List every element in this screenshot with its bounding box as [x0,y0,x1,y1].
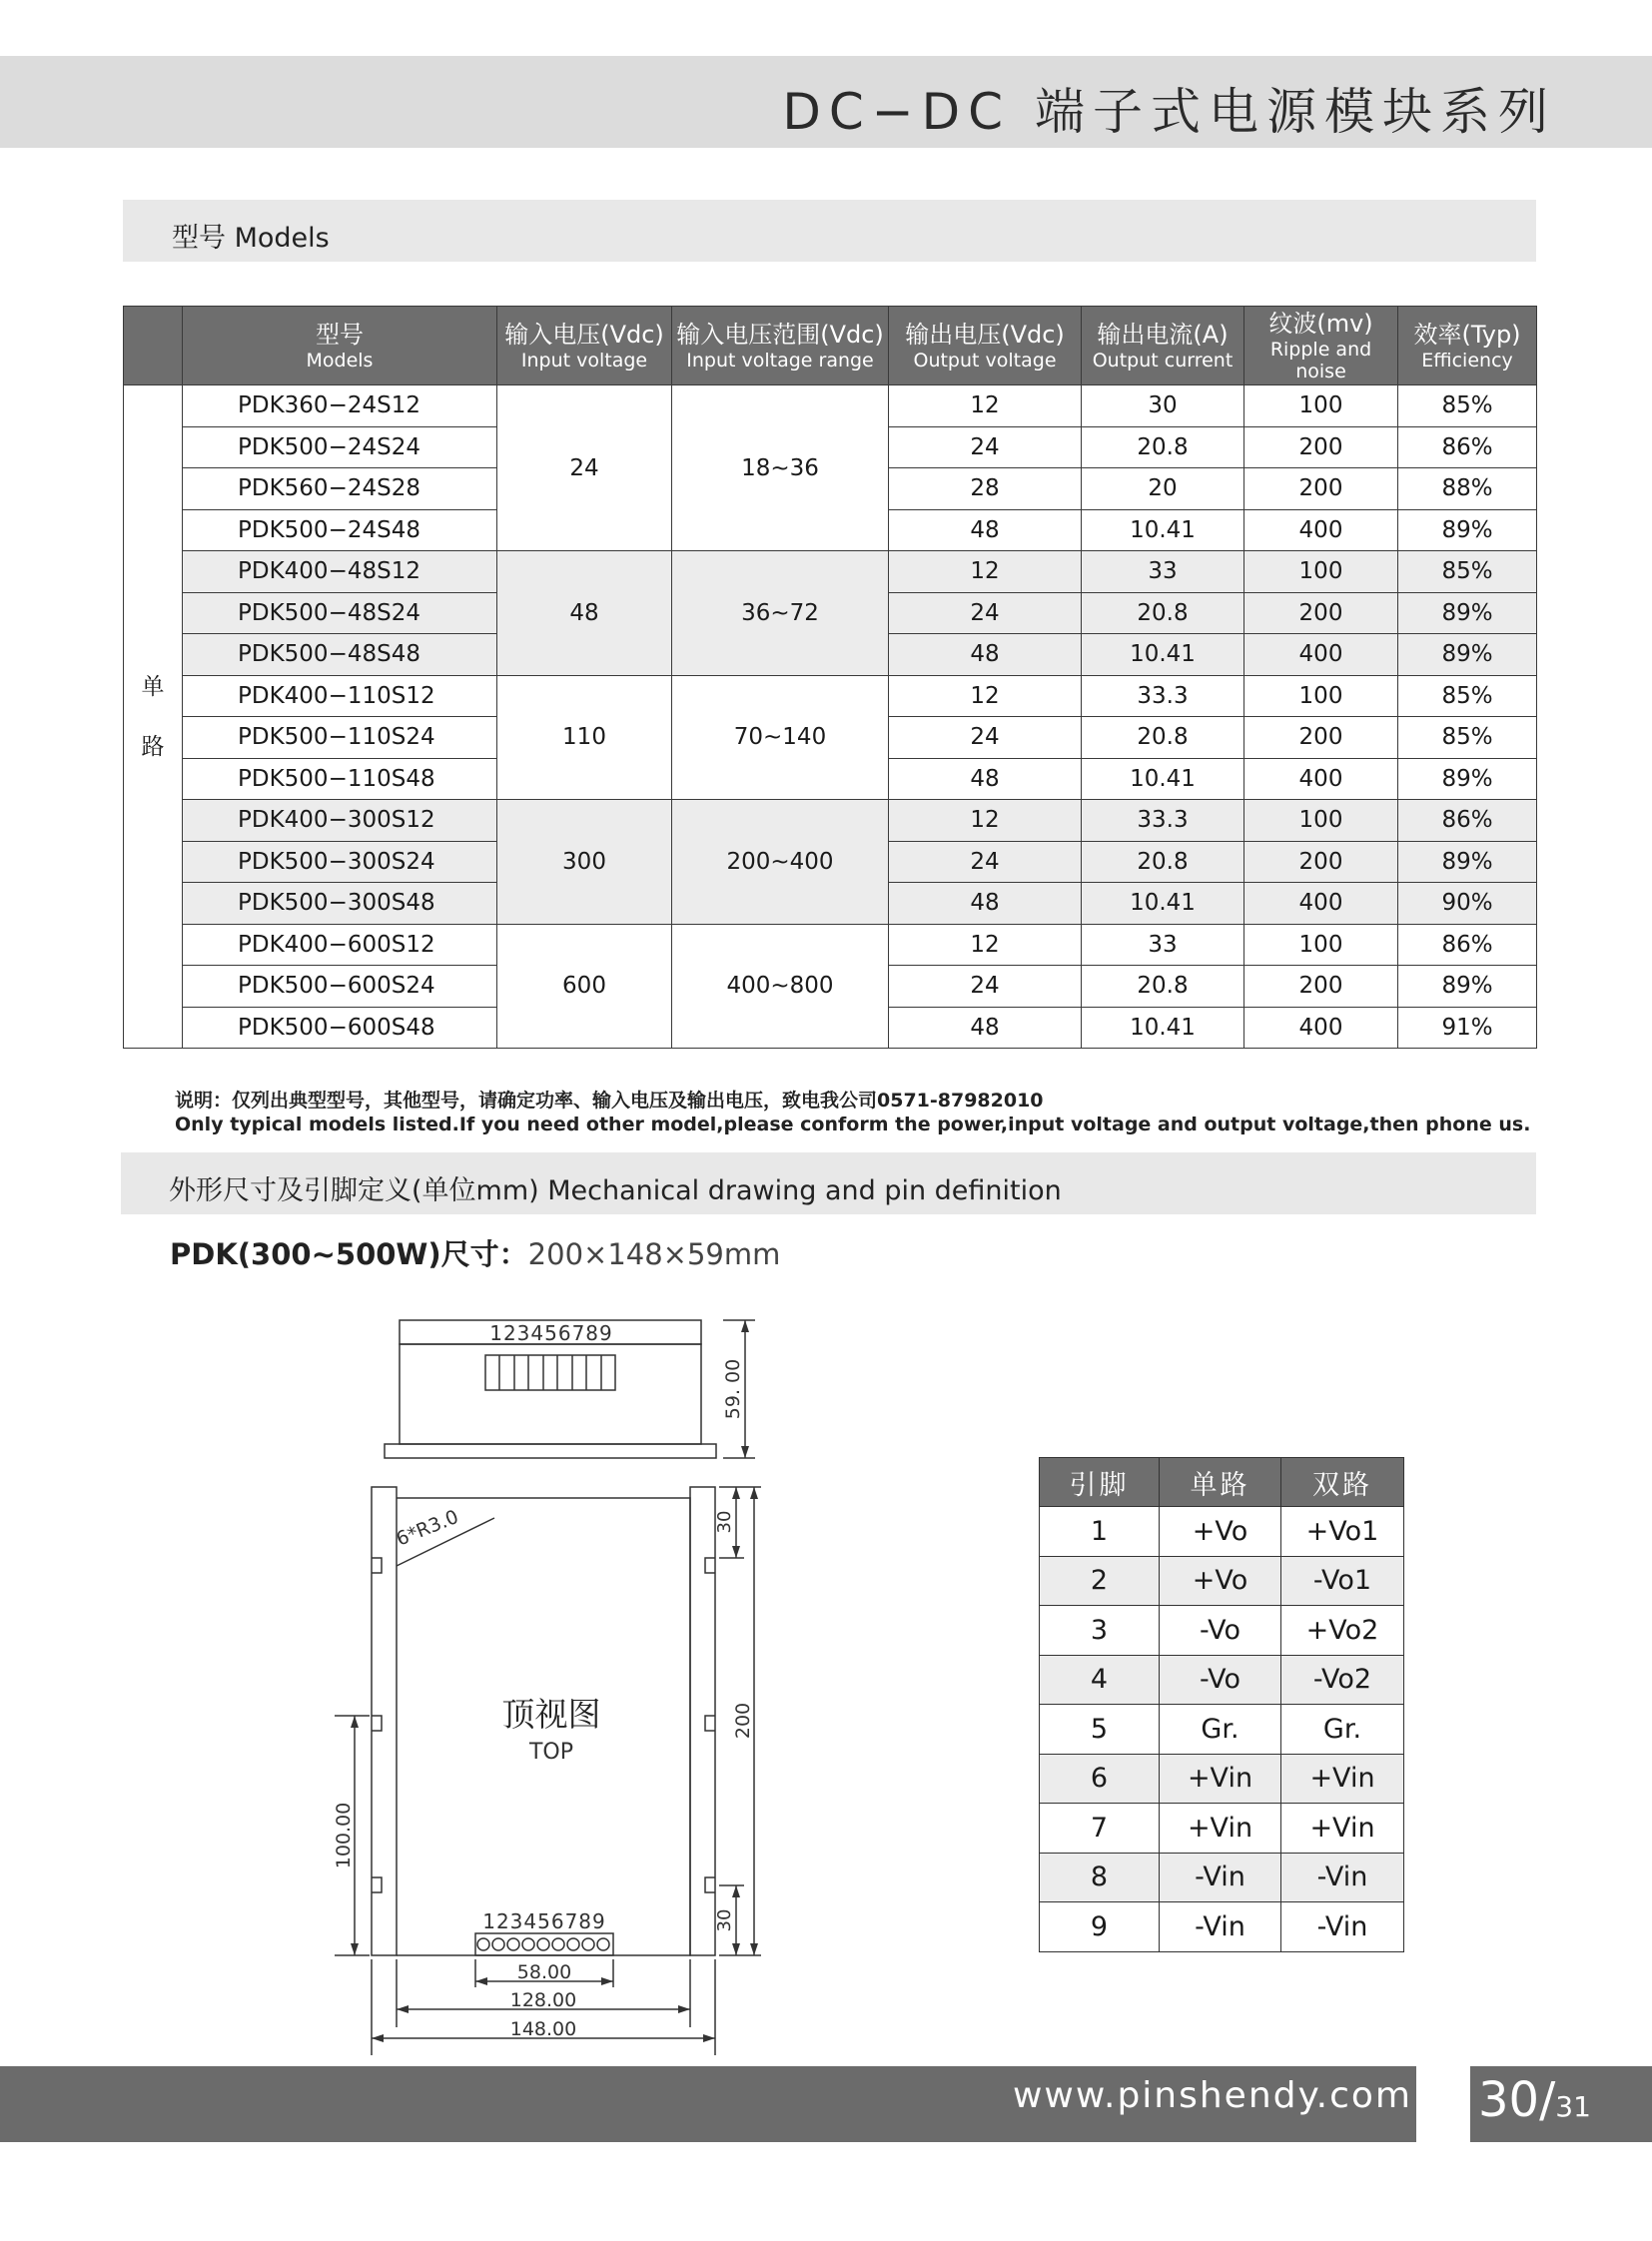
size-label: PDK(300~500W)尺寸： [170,1237,528,1271]
model-cell: PDK500−600S24 [183,966,497,1008]
efficiency-cell: 89% [1398,634,1537,676]
side-view-body [400,1344,701,1444]
header-cell-efficiency: 效率(Typ) Efficiency [1398,307,1537,385]
output-voltage-cell: 24 [889,966,1082,1008]
model-cell: PDK360−24S12 [183,385,497,427]
output-voltage-cell: 24 [889,717,1082,759]
size-value: 200×148×59mm [527,1237,781,1271]
pin-row [1040,1606,1404,1656]
model-cell: PDK500−300S24 [183,841,497,883]
output-current-cell: 33 [1082,551,1244,593]
ripple-cell: 200 [1244,841,1398,883]
pin-header-single: 单路 [1160,1458,1281,1507]
pin-row [1040,1754,1404,1804]
dual-output-cell: -Vin [1281,1902,1404,1952]
pin-number-cell: 8 [1040,1853,1160,1902]
efficiency-cell: 85% [1398,675,1537,717]
output-current-cell: 30 [1082,385,1244,427]
mech-section-title: 外形尺寸及引脚定义(单位mm) Mechanical drawing and pin definition [169,1175,1062,1206]
ripple-cell: 400 [1244,509,1398,551]
input-voltage-cell: 600 [497,924,672,1049]
output-voltage-cell: 48 [889,883,1082,925]
model-cell: PDK560−24S28 [183,468,497,510]
input-voltage-cell: 110 [497,675,672,800]
output-voltage-cell: 12 [889,385,1082,427]
output-voltage-cell: 28 [889,468,1082,510]
output-voltage-cell: 48 [889,634,1082,676]
top-view-label-cn: 顶视图 [501,1695,601,1734]
pin-row [1040,1902,1404,1952]
model-cell: PDK500−600S48 [183,1007,497,1049]
dim-128-label: 128.00 [509,1989,577,2011]
efficiency-cell: 86% [1398,800,1537,842]
ripple-cell: 200 [1244,717,1398,759]
model-cell: PDK500−24S48 [183,509,497,551]
ripple-cell: 400 [1244,634,1398,676]
header-cell-output-voltage: 输出电压(Vdc) Output voltage [889,307,1082,385]
ripple-cell: 200 [1244,468,1398,510]
pin-table-header [1040,1458,1404,1507]
dual-output-cell: Gr. [1281,1705,1404,1755]
output-current-cell: 10.41 [1082,883,1244,925]
dual-output-cell: +Vin [1281,1804,1404,1854]
page-number: 30/31 [1478,2072,1591,2128]
top-view-terminal-block [475,1933,613,1955]
dual-output-cell: -Vo1 [1281,1556,1404,1606]
dual-output-cell: -Vin [1281,1853,1404,1902]
header-cell-input-range: 输入电压范围(Vdc) Input voltage range [672,307,889,385]
model-cell: PDK500−110S24 [183,717,497,759]
single-output-cell: +Vo [1160,1556,1281,1606]
output-current-cell: 10.41 [1082,758,1244,800]
output-current-cell: 33.3 [1082,800,1244,842]
input-range-cell: 70~140 [672,675,889,800]
pin-row [1040,1655,1404,1705]
side-view-base-flange [385,1444,716,1458]
page-total: 31 [1555,2090,1591,2123]
model-cell: PDK500−24S24 [183,426,497,468]
input-voltage-cell: 24 [497,385,672,551]
header-cell-ripple: 纹波(mv) Ripple and noise [1244,307,1398,385]
top-view-pin-numbers: 123456789 [482,1909,606,1933]
efficiency-cell: 89% [1398,509,1537,551]
pin-number-cell: 3 [1040,1606,1160,1656]
pin-row [1040,1556,1404,1606]
output-voltage-cell: 12 [889,924,1082,966]
efficiency-cell: 89% [1398,966,1537,1008]
page-number-box [1470,2066,1652,2142]
dual-output-cell: +Vin [1281,1754,1404,1804]
header-cell-model: 型号 Models [183,307,497,385]
single-output-cell: +Vo [1160,1507,1281,1557]
dim-200-label: 200 [732,1702,754,1740]
pin-header-dual: 双路 [1281,1458,1404,1507]
note-english: Only typical models listed.If you need other model,please conform the power,input voltage and output voltage,then phone us. [175,1114,1531,1135]
efficiency-cell: 85% [1398,717,1537,759]
side-view-pin-numbers: 123456789 [489,1321,613,1345]
single-output-cell: -Vin [1160,1853,1281,1902]
pin-row [1040,1705,1404,1755]
model-cell: PDK400−110S12 [183,675,497,717]
ripple-cell: 400 [1244,1007,1398,1049]
dim-58-label: 58.00 [516,1961,572,1983]
efficiency-cell: 85% [1398,551,1537,593]
output-voltage-cell: 12 [889,551,1082,593]
ripple-cell: 100 [1244,800,1398,842]
output-voltage-cell: 48 [889,758,1082,800]
model-cell: PDK500−110S48 [183,758,497,800]
ripple-cell: 100 [1244,675,1398,717]
output-current-cell: 10.41 [1082,634,1244,676]
dim-height-label: 59. 00 [722,1358,744,1420]
model-cell: PDK500−48S24 [183,592,497,634]
dim-100-label: 100.00 [333,1802,355,1869]
ripple-cell: 100 [1244,551,1398,593]
dim-148-label: 148.00 [509,2018,577,2040]
output-current-cell: 20.8 [1082,426,1244,468]
models-section-title: 型号 Models [172,223,330,254]
single-output-cell: +Vin [1160,1804,1281,1854]
pin-number-cell: 9 [1040,1902,1160,1952]
ripple-cell: 200 [1244,966,1398,1008]
model-cell: PDK400−300S12 [183,800,497,842]
efficiency-cell: 88% [1398,468,1537,510]
dual-output-cell: +Vo1 [1281,1507,1404,1557]
output-voltage-cell: 24 [889,426,1082,468]
dual-output-cell: -Vo2 [1281,1655,1404,1705]
dual-output-cell: +Vo2 [1281,1606,1404,1656]
output-current-cell: 20.8 [1082,841,1244,883]
single-output-cell: -Vin [1160,1902,1281,1952]
model-cell: PDK400−600S12 [183,924,497,966]
output-current-cell: 10.41 [1082,509,1244,551]
pin-number-cell: 6 [1040,1754,1160,1804]
output-current-cell: 20.8 [1082,717,1244,759]
pin-row [1040,1507,1404,1557]
header-cell-input-voltage: 输入电压(Vdc) Input voltage [497,307,672,385]
single-output-cell: Gr. [1160,1705,1281,1755]
single-output-cell: -Vo [1160,1655,1281,1705]
single-output-cell: +Vin [1160,1754,1281,1804]
ripple-cell: 100 [1244,385,1398,427]
input-range-cell: 18~36 [672,385,889,551]
output-current-cell: 20.8 [1082,966,1244,1008]
output-voltage-cell: 24 [889,592,1082,634]
efficiency-cell: 85% [1398,385,1537,427]
side-view-pin-block [485,1355,615,1390]
efficiency-cell: 86% [1398,924,1537,966]
efficiency-cell: 90% [1398,883,1537,925]
top-view-label-en: TOP [528,1740,574,1765]
pin-row [1040,1853,1404,1902]
model-cell: PDK400−48S12 [183,551,497,593]
input-voltage-cell: 300 [497,800,672,925]
category-cell: 单 路 [124,385,183,1049]
output-current-cell: 33 [1082,924,1244,966]
ripple-cell: 200 [1244,426,1398,468]
pin-number-cell: 2 [1040,1556,1160,1606]
note-chinese: 说明：仅列出典型型号，其他型号，请确定功率、输入电压及输出电压，致电我公司0571-87982010 [175,1090,1044,1112]
model-cell: PDK500−300S48 [183,883,497,925]
efficiency-cell: 89% [1398,841,1537,883]
header-cell-output-current: 输出电流(A) Output current [1082,307,1244,385]
output-current-cell: 20 [1082,468,1244,510]
pin-number-cell: 5 [1040,1705,1160,1755]
pin-number-cell: 4 [1040,1655,1160,1705]
ripple-cell: 100 [1244,924,1398,966]
output-voltage-cell: 48 [889,1007,1082,1049]
output-voltage-cell: 48 [889,509,1082,551]
efficiency-cell: 89% [1398,592,1537,634]
efficiency-cell: 91% [1398,1007,1537,1049]
output-voltage-cell: 24 [889,841,1082,883]
pin-header-pin: 引脚 [1040,1458,1160,1507]
website-url: www.pinshendy.com [1012,2075,1412,2116]
input-range-cell: 200~400 [672,800,889,925]
output-current-cell: 33.3 [1082,675,1244,717]
ripple-cell: 200 [1244,592,1398,634]
input-range-cell: 400~800 [672,924,889,1049]
pin-row [1040,1804,1404,1854]
input-voltage-cell: 48 [497,551,672,676]
page-title: DC−DC 端子式电源模块系列 [782,83,1556,141]
ripple-cell: 400 [1244,758,1398,800]
output-current-cell: 20.8 [1082,592,1244,634]
dim-30-bottom-label: 30 [714,1908,735,1932]
output-voltage-cell: 12 [889,800,1082,842]
pin-number-cell: 7 [1040,1804,1160,1854]
pin-definition-table [1039,1457,1404,1952]
efficiency-cell: 86% [1398,426,1537,468]
output-current-cell: 10.41 [1082,1007,1244,1049]
input-range-cell: 36~72 [672,551,889,676]
single-output-cell: -Vo [1160,1606,1281,1656]
pin-number-cell: 1 [1040,1507,1160,1557]
output-voltage-cell: 12 [889,675,1082,717]
model-cell: PDK500−48S48 [183,634,497,676]
radius-label: 6*R3.0 [393,1505,462,1551]
ripple-cell: 400 [1244,883,1398,925]
dim-30-top-label: 30 [714,1510,735,1534]
efficiency-cell: 89% [1398,758,1537,800]
